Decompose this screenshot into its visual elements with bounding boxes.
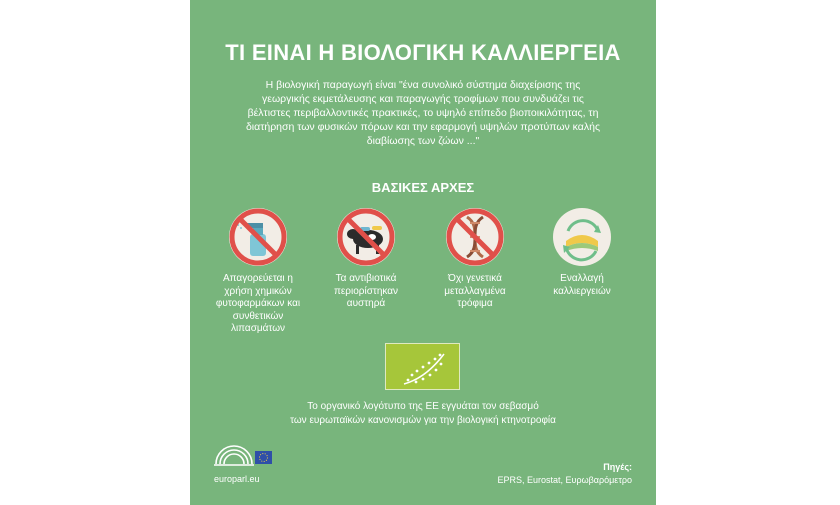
european-parliament-logo <box>214 438 274 468</box>
no-antibiotics-cow-icon <box>336 207 396 267</box>
no-spray-icon <box>228 207 288 267</box>
parliament-hemicycle-icon <box>214 438 274 468</box>
intro-text: Η βιολογική παραγωγή είναι "ένα συνολικό σύστημα διαχείρισης της γεωργικής εκμετάλευσης και παραγωγής τροφίμων που συνδυάζει τις βέλτιστες περιβαλλοντικές πρακτικές, το υψηλό επίπεδο βιοποικιλότητας, τη διατήρηση των φυσικών πόρων και την εφαρμογή υψηλών προτύπων καλής διαβίωσης των ζώων ..." <box>245 79 601 147</box>
eu-organic-leaf-icon <box>386 344 461 391</box>
principle-label-rotation: Εναλλαγή καλλιεργειών <box>553 273 611 297</box>
europarl-url[interactable]: europarl.eu <box>214 474 260 484</box>
eu-organic-logo <box>385 343 460 390</box>
principles-title: ΒΑΣΙΚΕΣ ΑΡΧΕΣ <box>371 180 475 195</box>
infographic-panel <box>190 0 656 505</box>
principle-label-gmo: Όχι γενετικά μεταλλαγμένα τρόφιμα <box>444 273 506 309</box>
sources-label: Πηγές: <box>603 462 632 472</box>
page-title: ΤΙ ΕΙΝΑΙ Η ΒΙΟΛΟΓΙΚΗ ΚΑΛΛΙΕΡΓΕΙΑ <box>225 40 621 65</box>
principle-label-antibiotics: Τα αντιβιοτικά περιορίστηκαν αυστηρά <box>333 273 399 309</box>
principle-label-chemicals: Απαγορεύεται η χρήση χημικών φυτοφαρμάκων και συνθετικών λιπασμάτων <box>215 273 301 334</box>
sources-list: EPRS, Eurostat, Ευρωβαρόμετρο <box>497 475 632 485</box>
no-gmo-dna-icon <box>445 207 505 267</box>
crop-rotation-icon <box>552 207 612 267</box>
logo-caption: Το οργανικό λογότυπο της ΕΕ εγγυάται τον σεβασμό των ευρωπαϊκών κανονισμών για την βιολογική κτηνοτροφία <box>290 401 556 426</box>
